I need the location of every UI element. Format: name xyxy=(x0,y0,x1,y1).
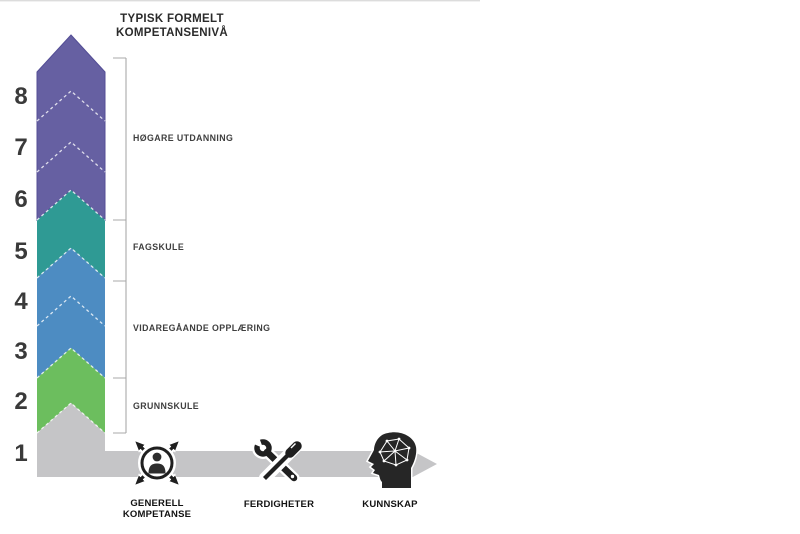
top-border-line xyxy=(0,0,480,1)
bracket-line xyxy=(113,58,126,433)
competence-axis-labels xyxy=(123,498,418,520)
bracket-label-vidaregaande: VIDAREGÅANDE OPPLÆRING xyxy=(133,323,271,333)
label-generell-line-1: GENERELL xyxy=(130,498,184,509)
level-number-5: 5 xyxy=(14,238,28,265)
level-number-scale xyxy=(14,83,28,467)
level-number-7: 7 xyxy=(14,134,28,161)
level-number-1: 1 xyxy=(14,440,28,467)
title-line-1: TYPISK FORMELT xyxy=(120,13,224,25)
title-line-2: KOMPETANSENIVÅ xyxy=(116,27,228,39)
bracket-label-hogare-utdanning: HØGARE UTDANNING xyxy=(133,133,234,143)
bracket-label-fagskule: FAGSKULE xyxy=(133,242,185,252)
diagram-title xyxy=(116,13,228,39)
bracket-label-grunnskule: GRUNNSKULE xyxy=(133,401,200,411)
level-number-3: 3 xyxy=(14,338,28,365)
label-generell-line-2: KOMPETANSE xyxy=(122,509,192,520)
level-number-6: 6 xyxy=(14,186,28,213)
level-arrow xyxy=(37,35,437,479)
education-bracket xyxy=(113,58,270,433)
label-kunnskap: KUNNSKAP xyxy=(362,499,418,510)
level-number-2: 2 xyxy=(14,388,28,415)
person-arrows-icon xyxy=(141,447,173,479)
level-number-4: 4 xyxy=(14,288,28,315)
head-network-icon xyxy=(368,432,416,488)
level-number-8: 8 xyxy=(14,83,28,110)
label-ferdigheter: FERDIGHETER xyxy=(243,499,315,510)
